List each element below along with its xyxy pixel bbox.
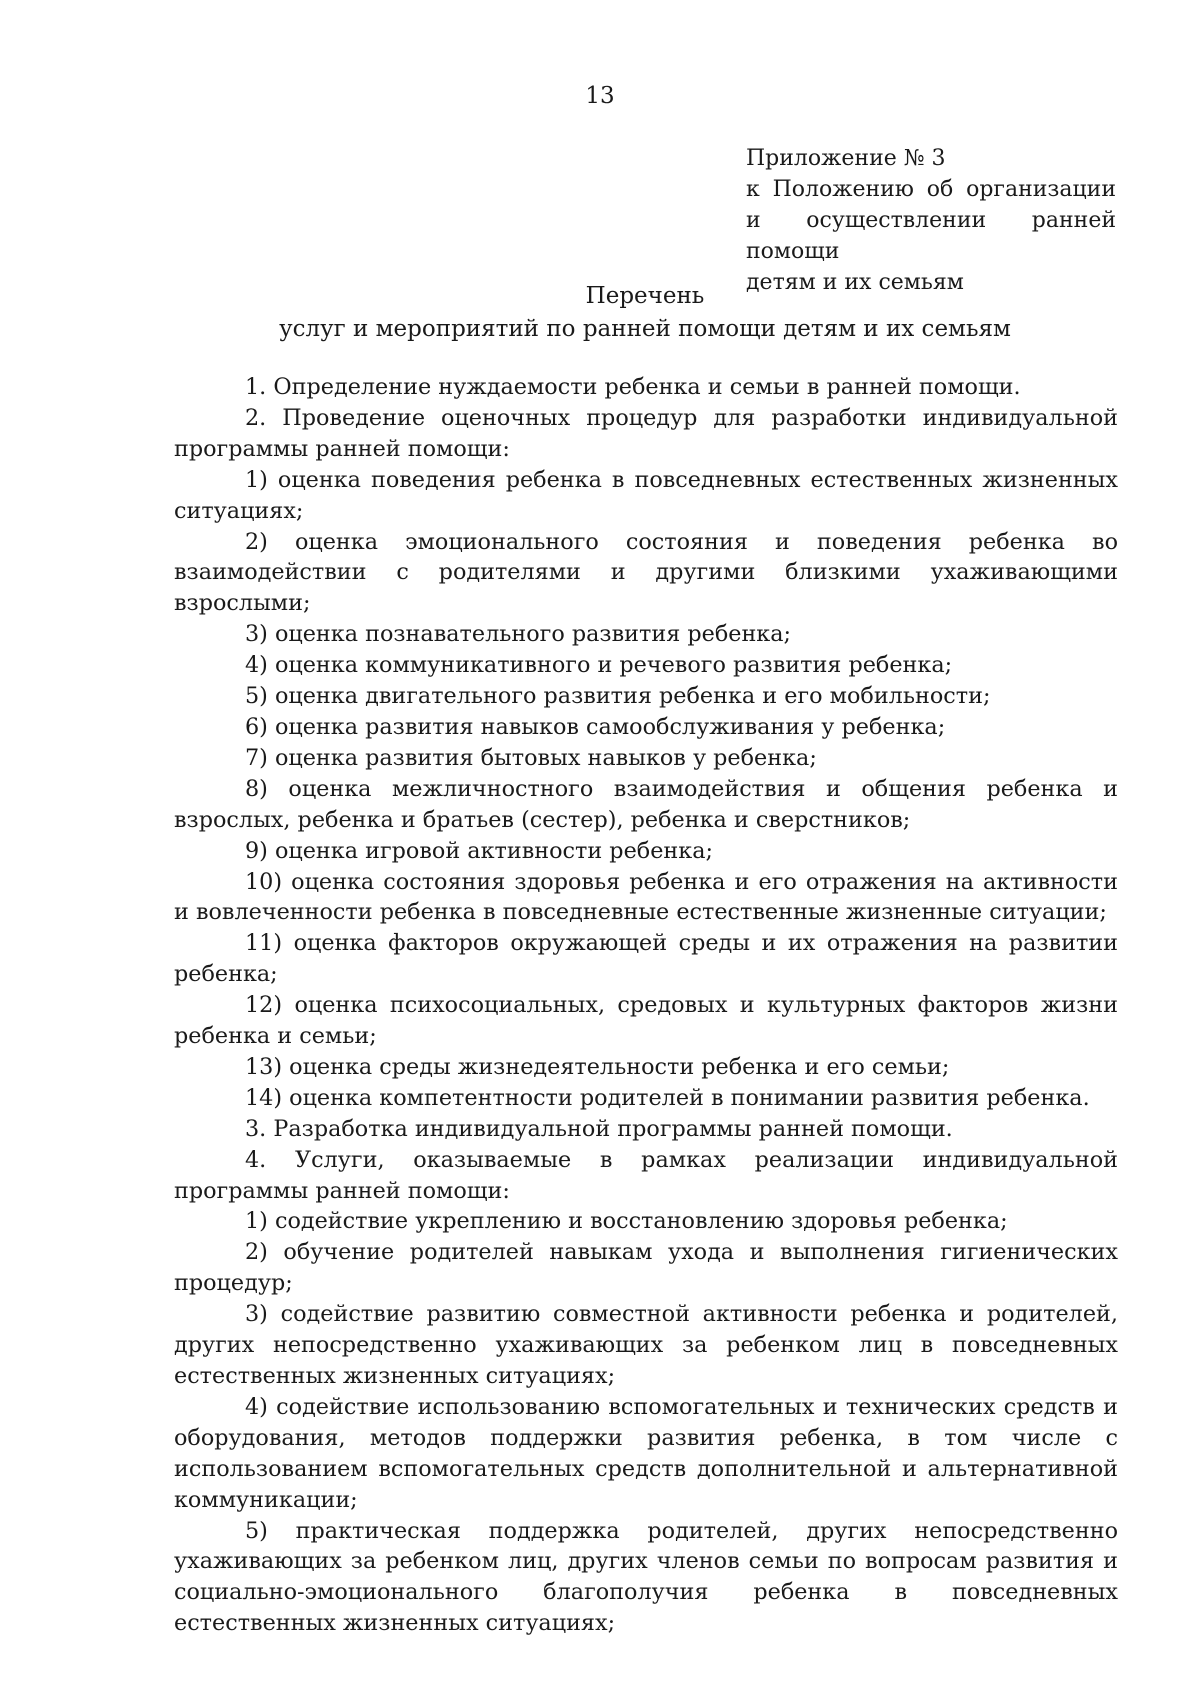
section-item-2: 2. Проведение оценочных процедур для разработки индивидуальной программы ранней помощи: (174, 404, 1118, 462)
document-body (174, 372, 1118, 1639)
list-item: 13) оценка среды жизнедеятельности ребенка и его семьи; (245, 1053, 950, 1080)
list-item: 1) содействие укреплению и восстановлению здоровья ребенка; (245, 1208, 1008, 1235)
appendix-title: Приложение № 3 (746, 146, 946, 171)
appendix-line-2: к Положению об организации (746, 177, 1116, 202)
section-item-4: 4. Услуги, оказываемые в рамках реализации индивидуальной программы ранней помощи: (174, 1146, 1118, 1204)
list-item: 5) практическая поддержка родителей, других непосредственно ухаживающих за ребенком лиц, других членов семьи по вопросам развития и социально-эмоционального благополучия ребенка в повседневных естественных жизненных ситуациях; (174, 1517, 1118, 1637)
appendix-line-4: детям и их семьям (746, 270, 964, 295)
list-item: 1) оценка поведения ребенка в повседневных естественных жизненных ситуациях; (174, 466, 1118, 524)
section-item-3: 3. Разработка индивидуальной программы ранней помощи. (245, 1115, 953, 1142)
list-item: 8) оценка межличностного взаимодействия и общения ребенка и взрослых, ребенка и братьев (сестер), ребенка и сверстников; (174, 775, 1118, 833)
list-item: 5) оценка двигательного развития ребенка и его мобильности; (245, 683, 991, 710)
appendix-line-3: и осуществлении ранней помощи (746, 208, 1116, 264)
title-line-1: Перечень (585, 283, 705, 309)
list-item: 3) содействие развитию совместной активности ребенка и родителей, других непосредственно ухаживающих за ребенком лиц в повседневных естественных жизненных ситуациях; (174, 1301, 1118, 1389)
appendix-header (746, 143, 1116, 298)
list-item: 4) содействие использованию вспомогательных и технических средств и оборудования, методов поддержки развития ребенка, в том числе с использованием вспомогательных средств дополнительной и альтернативной коммуникации; (174, 1393, 1118, 1513)
list-item: 14) оценка компетентности родителей в понимании развития ребенка. (245, 1084, 1090, 1111)
list-item: 7) оценка развития бытовых навыков у ребенка; (245, 744, 817, 771)
document-title (0, 280, 1200, 346)
list-item: 12) оценка психосоциальных, средовых и культурных факторов жизни ребенка и семьи; (174, 992, 1118, 1050)
list-item: 3) оценка познавательного развития ребенка; (245, 621, 792, 648)
list-item: 6) оценка развития навыков самообслуживания у ребенка; (245, 713, 946, 740)
list-item: 10) оценка состояния здоровья ребенка и его отражения на активности и вовлеченности ребенка в повседневные естественные жизненные ситуации; (174, 868, 1118, 926)
list-item: 4) оценка коммуникативного и речевого развития ребенка; (245, 652, 953, 679)
list-item: 2) обучение родителей навыкам ухода и выполнения гигиенических процедур; (174, 1239, 1118, 1297)
list-item: 9) оценка игровой активности ребенка; (245, 837, 713, 864)
list-item: 11) оценка факторов окружающей среды и их отражения на развитии ребенка; (174, 930, 1118, 988)
page-number: 13 (585, 83, 615, 109)
section-item-1: 1. Определение нуждаемости ребенка и семьи в ранней помощи. (245, 374, 1021, 400)
title-line-2: услуг и мероприятий по ранней помощи детям и их семьям (279, 316, 1011, 342)
list-item: 2) оценка эмоционального состояния и поведения ребенка во взаимодействии с родителями и другими близкими ухаживающими взрослыми; (174, 528, 1118, 617)
